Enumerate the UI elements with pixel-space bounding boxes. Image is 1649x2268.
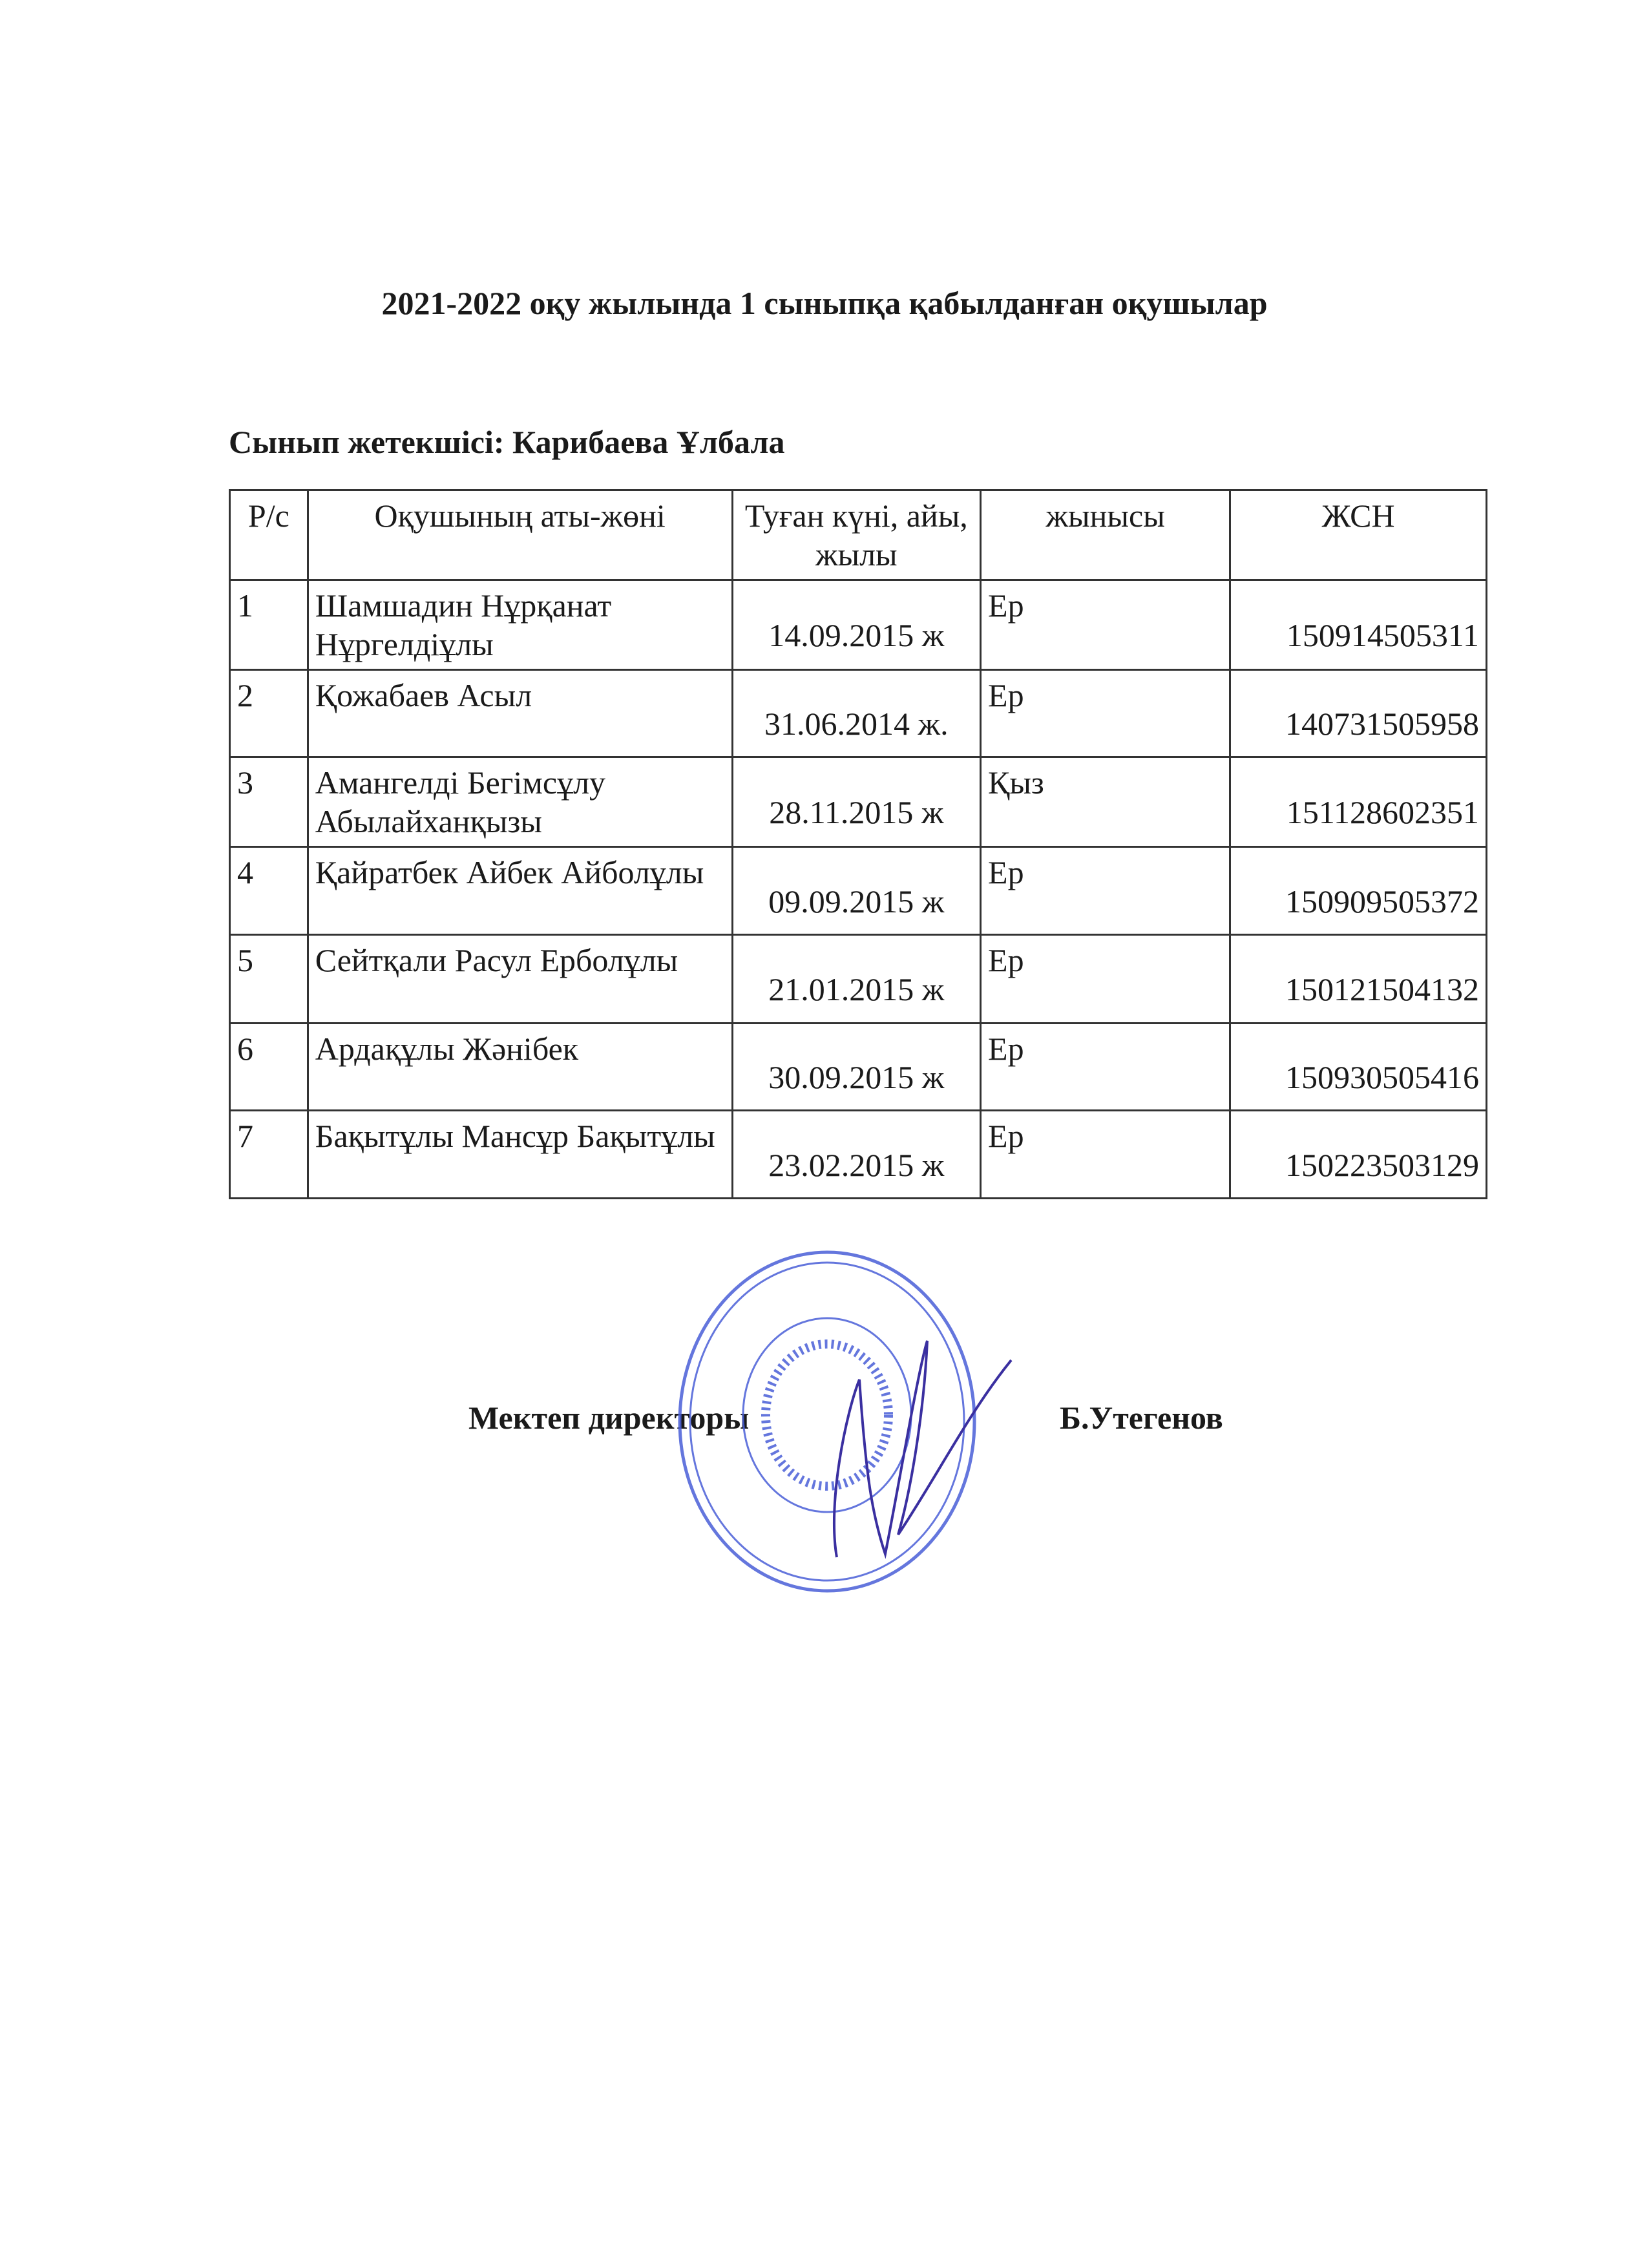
table-row: [230, 847, 1487, 935]
gender: Ер: [981, 670, 1230, 757]
header-name: Оқушының аты-жөні: [308, 490, 732, 580]
student-name: Шамшадин Нұрқанат Нұргелдіұлы: [308, 580, 732, 670]
student-name: Сейтқали Расул Ерболұлы: [308, 935, 732, 1024]
table-row: [230, 670, 1487, 757]
iin: 150121504132: [1230, 935, 1487, 1024]
student-name: Қайратбек Айбек Айболұлы: [308, 847, 732, 935]
birth-date: 30.09.2015 ж: [732, 1024, 980, 1111]
header-iin: ЖСН: [1230, 490, 1487, 580]
director-name: Б.Утегенов: [1060, 1400, 1223, 1436]
header-birth: Туған күні, айы, жылы: [732, 490, 980, 580]
gender: Ер: [981, 935, 1230, 1024]
director-label: Мектеп директоры: [468, 1400, 750, 1436]
student-name: Бақытұлы Мансұр Бақытұлы: [308, 1111, 732, 1199]
table-row: [230, 757, 1487, 847]
class-teacher: Сынып жетекшісі: Карибаева Ұлбала: [229, 424, 785, 460]
document-title: 2021-2022 оқу жылында 1 сыныпқа қабылданған оқушылар: [381, 285, 1268, 321]
official-stamp: [666, 1244, 1027, 1606]
gender: Ер: [981, 1111, 1230, 1199]
table-header-row: [230, 490, 1487, 580]
birth-date: 28.11.2015 ж: [732, 757, 980, 847]
students-table: [229, 489, 1487, 1199]
iin: 150909505372: [1230, 847, 1487, 935]
row-number: 1: [230, 580, 308, 670]
gender: Ер: [981, 847, 1230, 935]
birth-date: 31.06.2014 ж.: [732, 670, 980, 757]
iin: 150930505416: [1230, 1024, 1487, 1111]
birth-date: 21.01.2015 ж: [732, 935, 980, 1024]
birth-date: 14.09.2015 ж: [732, 580, 980, 670]
iin: 150223503129: [1230, 1111, 1487, 1199]
row-number: 7: [230, 1111, 308, 1199]
header-gender: жынысы: [981, 490, 1230, 580]
row-number: 6: [230, 1024, 308, 1111]
row-number: 2: [230, 670, 308, 757]
gender: Ер: [981, 580, 1230, 670]
row-number: 3: [230, 757, 308, 847]
table-row: [230, 935, 1487, 1024]
student-name: Амангелді Бегімсұлу Абылайханқызы: [308, 757, 732, 847]
iin: 151128602351: [1230, 757, 1487, 847]
student-name: Ардақұлы Жәнібек: [308, 1024, 732, 1111]
gender: Қыз: [981, 757, 1230, 847]
table-row: [230, 580, 1487, 670]
table-row: [230, 1111, 1487, 1199]
iin: 150914505311: [1230, 580, 1487, 670]
row-number: 5: [230, 935, 308, 1024]
gender: Ер: [981, 1024, 1230, 1111]
iin: 140731505958: [1230, 670, 1487, 757]
student-name: Қожабаев Асыл: [308, 670, 732, 757]
header-no: Р/с: [230, 490, 308, 580]
birth-date: 23.02.2015 ж: [732, 1111, 980, 1199]
birth-date: 09.09.2015 ж: [732, 847, 980, 935]
table-row: [230, 1024, 1487, 1111]
row-number: 4: [230, 847, 308, 935]
